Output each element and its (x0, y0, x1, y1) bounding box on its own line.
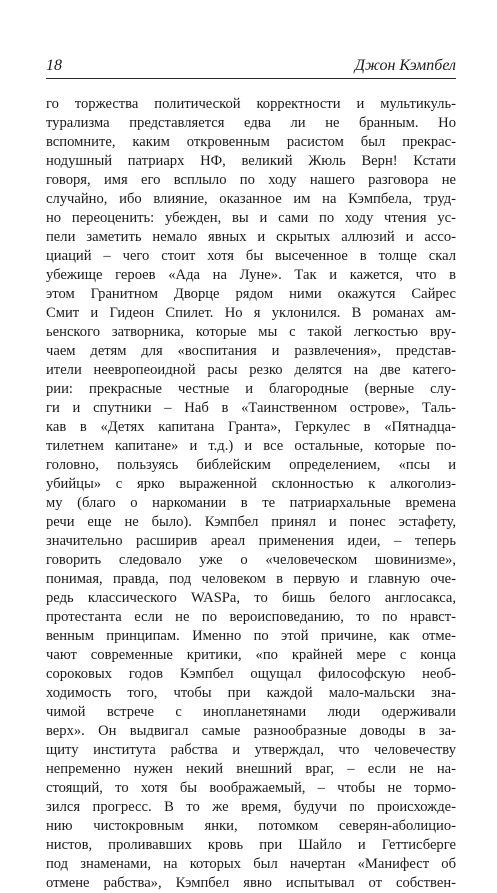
text-line: му (благо о наркомании в те патриархальные времена (46, 495, 456, 511)
text-line: нистов, проливавших кровь при Шайло и Геттисберге (46, 837, 456, 853)
text-line: нодушный патриарх НФ, великий Жюль Верн! Кстати (46, 153, 456, 169)
page-number: 18 (46, 57, 62, 74)
text-line: го торжества политической корректности и мультикуль- (46, 96, 456, 112)
text-line: но переоценить: убежден, вы и сами по ходу чтения ус- (46, 210, 456, 226)
text-line: речи еще не было). Кэмпбел принял и понес эстафету, (46, 514, 456, 530)
text-line: головно, пользуясь библейским определением, «псы и (46, 457, 456, 473)
text-line: протестанта если не по вероисповеданию, то по нравст- (46, 609, 456, 625)
text-line: вспомните, каким откровенным расистом был прекрас- (46, 134, 456, 150)
text-line: ги и спутники – Наб в «Таинственном острове», Таль- (46, 400, 456, 416)
text-line: убежище героев «Ада на Луне». Так и кажется, что в (46, 267, 456, 283)
running-title: Джон Кэмпбел (354, 57, 456, 74)
text-line: понимая, правда, под человеком в первую и главную оче- (46, 571, 456, 587)
text-line: этом Гранитном Дворце рядом ними окажутся Сайрес (46, 286, 456, 302)
text-line: зился прогресс. В то же время, будучи по происхожде- (46, 799, 456, 815)
text-line: непременно нужен некий внешний враг, – если не на- (46, 761, 456, 777)
text-line: верх». Он выдвигал самые разнообразные доводы в за- (46, 723, 456, 739)
text-line: чают современные критики, «по крайней мере с конца (46, 647, 456, 663)
text-line: убийцы» с ярко выраженной склонностью к алкоголиз- (46, 476, 456, 492)
running-header (46, 56, 456, 79)
text-line: отмене рабства», Кэмпбел явно испытывал от собствен- (46, 875, 456, 891)
text-line: венным принципам. Именно по этой причине, как отме- (46, 628, 456, 644)
text-line: кав в «Детях капитана Гранта», Геркулес в «Пятнадца- (46, 419, 456, 435)
text-line: ители неевропеоидной расы резко делятся на две катего- (46, 362, 456, 378)
text-line: значительно расширив ареал применения идеи, – теперь (46, 533, 456, 549)
text-line: под знаменами, на которых был начертан «Манифест об (46, 856, 456, 872)
text-line: чаем детям для «воспитания и развлечения», представ- (46, 343, 456, 359)
text-line: циаций – чего стоит хотя бы высеченное в толще скал (46, 248, 456, 264)
text-line: сороковых годов Кэмпбел ощущал философскую необ- (46, 666, 456, 682)
text-line: турализма представляется едва ли не бранным. Но (46, 115, 456, 131)
text-line: ьенского затворника, которые мы с такой легкостью вру- (46, 324, 456, 340)
text-line: нию чистокровным янки, потомком северян-аболицио- (46, 818, 456, 834)
text-line: говоря, имя его всплыло по ходу нашего разговора не (46, 172, 456, 188)
text-line: случайно, ибо влияние, оказанное им на Кэмпбела, труд- (46, 191, 456, 207)
text-line: говорить следовало уже о «человеческом шовинизме», (46, 552, 456, 568)
text-line: стоящий, то хотя бы воображаемый, – чтобы не тормо- (46, 780, 456, 796)
text-line: чимой встрече с инопланетянами люди одерживали (46, 704, 456, 720)
text-line: пели заметить немало явных и скрытых аллюзий и ассо- (46, 229, 456, 245)
text-line: ходимость того, чтобы при каждой мало-мальски зна- (46, 685, 456, 701)
text-line: тилетнем капитане» и т.д.) и все остальные, которые по- (46, 438, 456, 454)
body-text (46, 95, 456, 893)
text-line: редь классического WASPа, то бишь белого англосакса, (46, 590, 456, 606)
text-line: рии: прекрасные честные и благородные (верные слу- (46, 381, 456, 397)
text-line: Смит и Гидеон Спилет. Но я уклонился. В романах ам- (46, 305, 456, 321)
text-line: щиту института рабства и утверждал, что человечеству (46, 742, 456, 758)
